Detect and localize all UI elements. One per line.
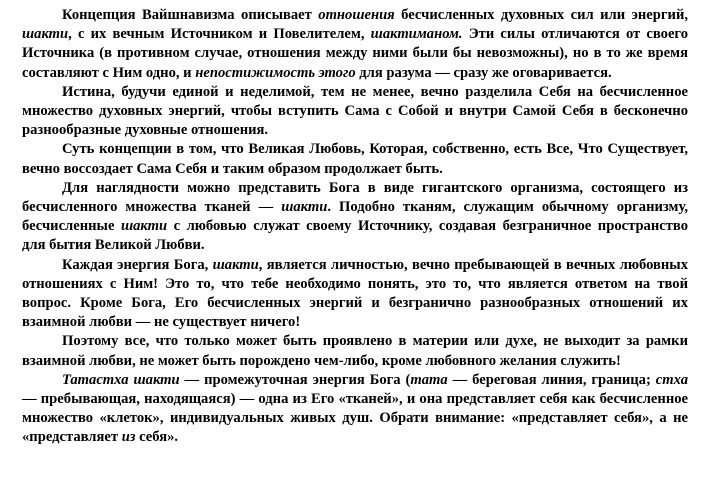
italic-term: шакти xyxy=(120,218,168,235)
text-segment: Концепция Вайшнавизма описывает xyxy=(62,7,319,23)
text-segment: , является личностью, вечно пребывающей в вечных любовных отношениях с Ним! Это то, что тебе необходимо понять, это то, что является ответом на твой вопрос. Кроме Бога, Его бесчисленных энергий и безгранично разнообразных отношений их взаимной любви — не существует ничего! xyxy=(22,256,689,331)
italic-term: стха xyxy=(655,371,688,388)
text-segment: себя». xyxy=(135,429,179,446)
italic-term: шакти xyxy=(281,199,328,216)
text-segment: Поэтому все, что только может быть проявлено в материи или духе, не выходит за рамки взаимной любви, не может быть порождено чем-либо, кроме любовного желания служить! xyxy=(22,333,688,369)
italic-term: тата xyxy=(410,371,448,388)
text-segment: — пребывающая, находящаяся) — одна из Его «тканей», и она представляет себя как бесчисленное множество «клеток», индивидуальных живых душ. Обрати внимание: «представляет себя», а не «представляет xyxy=(22,391,688,446)
paragraph-4 xyxy=(22,179,688,256)
text-segment: для разума — сразу же оговаривается. xyxy=(355,64,612,81)
text-segment: Суть концепции в том, что Великая Любовь, Которая, собственно, есть Все, Что Существует, вечно воссоздает Сама Себя и таким образом продолжает быть. xyxy=(22,141,688,177)
italic-term: непостижимость этого xyxy=(195,64,356,81)
italic-term: отношения xyxy=(318,7,395,23)
italic-term: шактиманом. xyxy=(370,26,463,43)
paragraph-7 xyxy=(22,371,688,448)
italic-term: из xyxy=(121,429,136,446)
text-segment: — береговая линия, граница; xyxy=(447,371,656,388)
text-segment: — промежуточная энергия Бога ( xyxy=(179,371,411,388)
text-segment: Эти силы отличаются от своего Источника (в противном случае, отношения между ними были бы невозможны), но в то же время составляют с Ним одно, и xyxy=(22,26,688,81)
paragraph-3 xyxy=(22,140,688,178)
paragraph-6 xyxy=(22,332,688,370)
paragraph-5 xyxy=(22,256,688,333)
text-segment: бесчисленных духовных сил или энергий, xyxy=(394,7,688,23)
text-segment: Для наглядности можно представить Бога в виде гигантского организма, состоящего из бесчисленного множества тканей — xyxy=(22,179,688,216)
italic-term: шакти xyxy=(212,256,259,273)
document-page xyxy=(22,6,688,448)
text-segment: . Подобно тканям, служащим обычному организму, бесчисленные xyxy=(22,199,688,235)
text-segment: Каждая энергия Бога, xyxy=(62,256,213,273)
text-segment: Истина, будучи единой и неделимой, тем не менее, вечно разделила Себя на бесчисленное множество духовных энергий, чтобы вступить Сама с Собой и внутри Самой Себя в бесконечно разнообразные духовные отношения. xyxy=(22,83,688,139)
paragraph-1 xyxy=(22,6,688,83)
italic-term: Татастха шакти xyxy=(62,371,180,388)
text-segment: , с их вечным Источником и Повелителем, xyxy=(68,26,371,43)
text-segment: с любовью служат своему Источнику, создавая безграничное пространство для бытия Великой Любви. xyxy=(22,218,688,254)
italic-term: шакти xyxy=(22,26,69,43)
paragraph-2 xyxy=(22,83,688,141)
